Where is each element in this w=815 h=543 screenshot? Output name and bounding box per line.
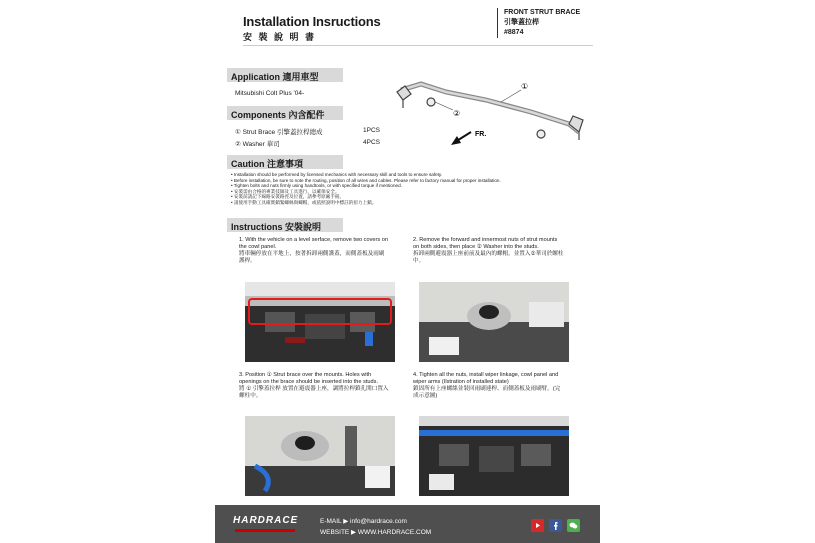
step-2-photo (419, 282, 569, 362)
footer (215, 505, 600, 543)
facebook-icon[interactable] (549, 519, 562, 532)
step-2-text (413, 237, 565, 265)
youtube-icon[interactable] (531, 519, 544, 532)
wechat-icon[interactable] (567, 519, 580, 532)
direction-label: FR. (475, 131, 487, 138)
website-link[interactable]: WEBSITE ▶ WWW.HARDRACE.COM (320, 529, 432, 536)
caution-heading: Caution 注意事項 (227, 155, 343, 169)
email-link[interactable]: E-MAIL ▶ info@hardrace.com (320, 518, 407, 525)
step-3-text (239, 372, 389, 400)
step-1-en: 1. With the vehicle on a level serface, remove two covers on the cowl panel. (239, 237, 388, 250)
step-4-en: 4. Tighten all the nuts, install wiper linkage, cowl panel and wiper arms (Ilstration of installed state) (413, 372, 559, 385)
step-2-en: 2. Remove the forward and innermost nuts of strut mounts on both sides, then place ② Washer into the studs. (413, 237, 558, 250)
callout-1: ① (521, 82, 529, 91)
direction-arrow-icon (451, 132, 471, 145)
step-3-en: 3. Position ① Strut brace over the mounts. Holes with openings on the brace should be inserted into the studs. (239, 372, 379, 385)
product-name: FRONT STRUT BRACE (504, 9, 581, 16)
step-3-photo (245, 416, 395, 496)
step-4-photo (419, 416, 569, 496)
component-item: ② Washer 華司 (235, 141, 280, 148)
step-4-cn: 鎖固所有上座螺絲並裝回雨刷連桿、而側蓋板及雨刷臂。(完成示意圖) (413, 386, 561, 399)
caution-line: • Tighten bolts and nuts firmly using handtools, or with specified torque if mentioned. (231, 183, 402, 189)
header-divider (243, 45, 593, 46)
step-4-text (413, 372, 565, 400)
document-subtitle: 安 裝 說 明 書 (243, 32, 317, 42)
caution-line: • 安裝前請記下線路安裝路徑及位置，請參考原廠手冊。 (231, 194, 345, 200)
caution-line: • Installation should be performed by licensed mechanics with necessary skill and tools to ensure safety. (231, 172, 443, 177)
caution-line: • 安裝需由合格的專業技師及工具進行，以確保安全。 (231, 188, 340, 194)
components-heading: Components 內含配件 (227, 106, 343, 120)
brand-logo: HARDRACE (233, 515, 299, 526)
step-1-text (239, 237, 389, 265)
component-item: ① Strut Brace 引擎蓋拉桿總成 (235, 129, 323, 136)
caution-line: • Before installation, be sure to note the routing, position of all wires and cables. Please refer to factory manual for proper installation. (231, 177, 501, 183)
document-title: Installation Insructions (243, 14, 381, 29)
strut-brace-diagram (391, 72, 591, 154)
step-2-cn: 拆卸兩側避震器上座前前及最內的螺帽，並置入②華司於螺柱中。 (413, 251, 564, 264)
step-3-cn: 將 ① 引擎蓋拉桿 放置在避震器上座，調將拉桿鎖孔開口置入螺柱中。 (239, 386, 389, 399)
step-1-photo (245, 282, 395, 362)
product-info (497, 8, 593, 38)
instructions-heading: Instructions 安裝說明 (227, 218, 343, 232)
product-name-cn: 引擎蓋拉桿 (504, 19, 539, 26)
application-vehicle: Mitsubishi Colt Plus '04- (235, 90, 305, 97)
component-qty: 1PCS (363, 127, 380, 134)
part-number: #8874 (504, 29, 524, 36)
logo-accent (235, 529, 295, 532)
caution-line: • 請使用手動工具確實鎖緊螺絲與螺帽，或依照說明中標註的扭力上鎖。 (231, 199, 377, 205)
component-qty: 4PCS (363, 139, 380, 146)
callout-2: ② (453, 109, 461, 118)
step-1-cn: 將車輛停放在平地上，按著拆卸兩側護蓋，而側蓋板及雨刷護桿。 (239, 251, 385, 264)
application-heading: Application 適用車型 (227, 68, 343, 82)
instruction-sheet (215, 0, 600, 543)
caution-list (231, 172, 501, 206)
